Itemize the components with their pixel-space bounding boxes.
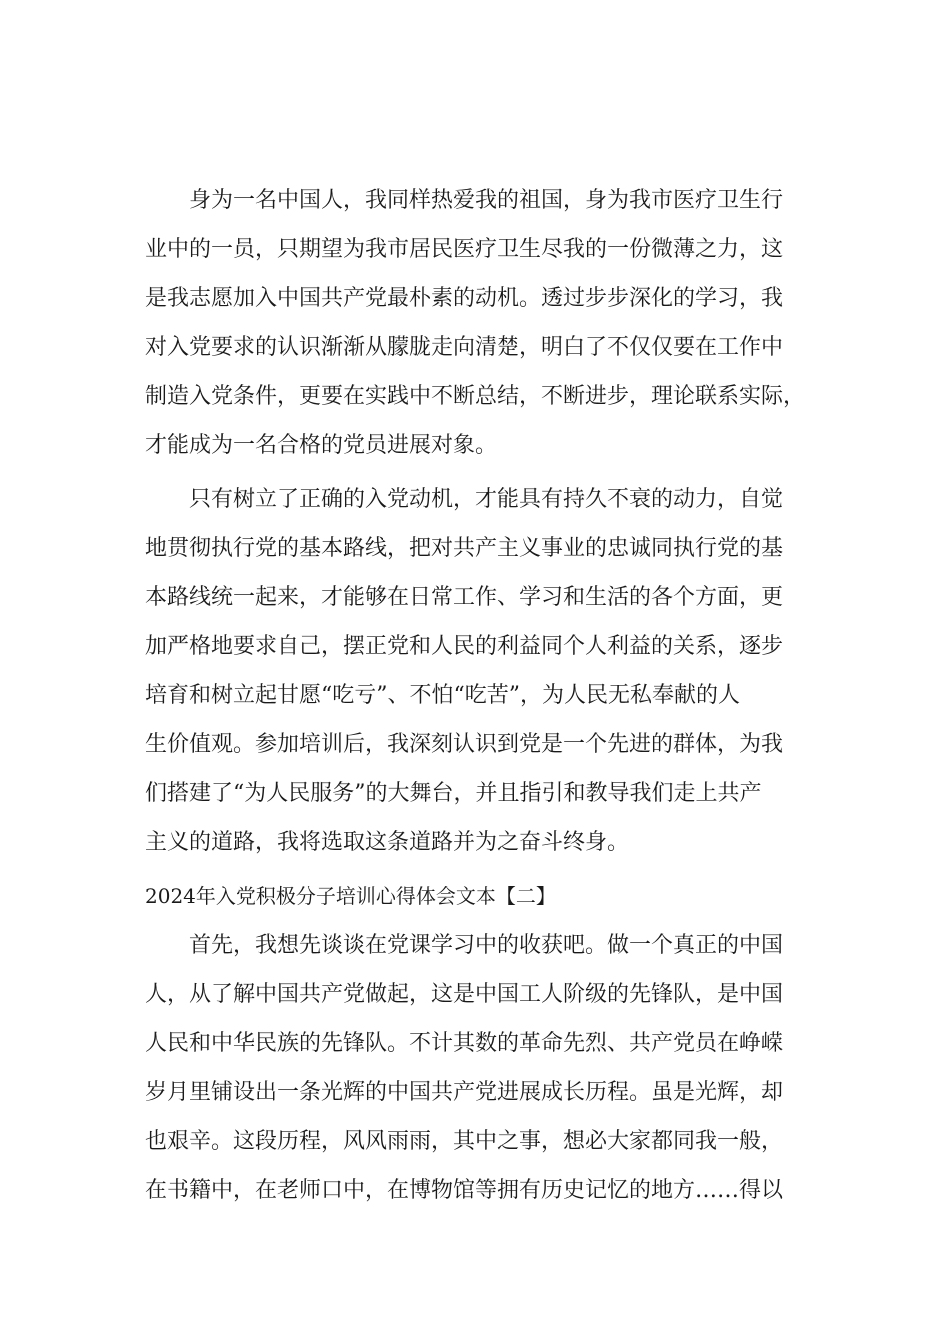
- paragraph-line: 主义的道路，我将选取这条道路并为之奋斗终身。: [145, 830, 630, 855]
- paragraph-line: 也艰辛。这段历程，风风雨雨，其中之事，想必大家都同我一般，: [145, 1129, 784, 1154]
- section-heading-block: [145, 872, 835, 921]
- paragraph-line: 首先，我想先谈谈在党课学习中的收获吧。做一个真正的中国: [189, 933, 784, 958]
- paragraph-line: 制造入党条件，更要在实践中不断总结，不断进步，理论联系实际，: [145, 384, 806, 409]
- paragraph-3: [145, 921, 835, 1215]
- paragraph-1: [145, 176, 835, 470]
- paragraph-line: 才能成为一名合格的党员进展对象。: [145, 433, 498, 458]
- paragraph-line: 身为一名中国人，我同样热爱我的祖国，身为我市医疗卫生行: [189, 188, 784, 213]
- paragraph-line: 岁月里铺设出一条光辉的中国共产党进展成长历程。虽是光辉，却: [145, 1080, 784, 1105]
- paragraph-line: 本路线统一起来，才能够在日常工作、学习和生活的各个方面，更: [145, 585, 784, 610]
- paragraph-line: 是我志愿加入中国共产党最朴素的动机。透过步步深化的学习，我: [145, 286, 784, 311]
- paragraph-2: [145, 475, 835, 867]
- paragraph-line: 在书籍中，在老师口中，在博物馆等拥有历史记忆的地方……得以: [145, 1178, 784, 1203]
- paragraph-line: 们搭建了“为人民服务”的大舞台，并且指引和教导我们走上共产: [145, 781, 762, 806]
- paragraph-line: 对入党要求的认识渐渐从朦胧走向清楚，明白了不仅仅要在工作中: [145, 335, 784, 360]
- paragraph-line: 人民和中华民族的先锋队。不计其数的革命先烈、共产党员在峥嵘: [145, 1031, 784, 1056]
- paragraph-line: 人，从了解中国共产党做起，这是中国工人阶级的先锋队，是中国: [145, 982, 784, 1007]
- paragraph-line: 业中的一员，只期望为我市居民医疗卫生尽我的一份微薄之力，这: [145, 237, 784, 262]
- paragraph-line: 只有树立了正确的入党动机，才能具有持久不衰的动力，自觉: [189, 487, 784, 512]
- paragraph-line: 加严格地要求自己，摆正党和人民的利益同个人利益的关系，逐步: [145, 634, 784, 659]
- paragraph-line: 培育和树立起甘愿“吃亏”、不怕“吃苦”，为人民无私奉献的人: [145, 683, 740, 708]
- paragraph-line: 地贯彻执行党的基本路线，把对共产主义事业的忠诚同执行党的基: [145, 536, 784, 561]
- section-heading: 2024年入党积极分子培训心得体会文本【二】: [145, 884, 556, 908]
- paragraph-line: 生价值观。参加培训后，我深刻认识到党是一个先进的群体，为我: [145, 732, 784, 757]
